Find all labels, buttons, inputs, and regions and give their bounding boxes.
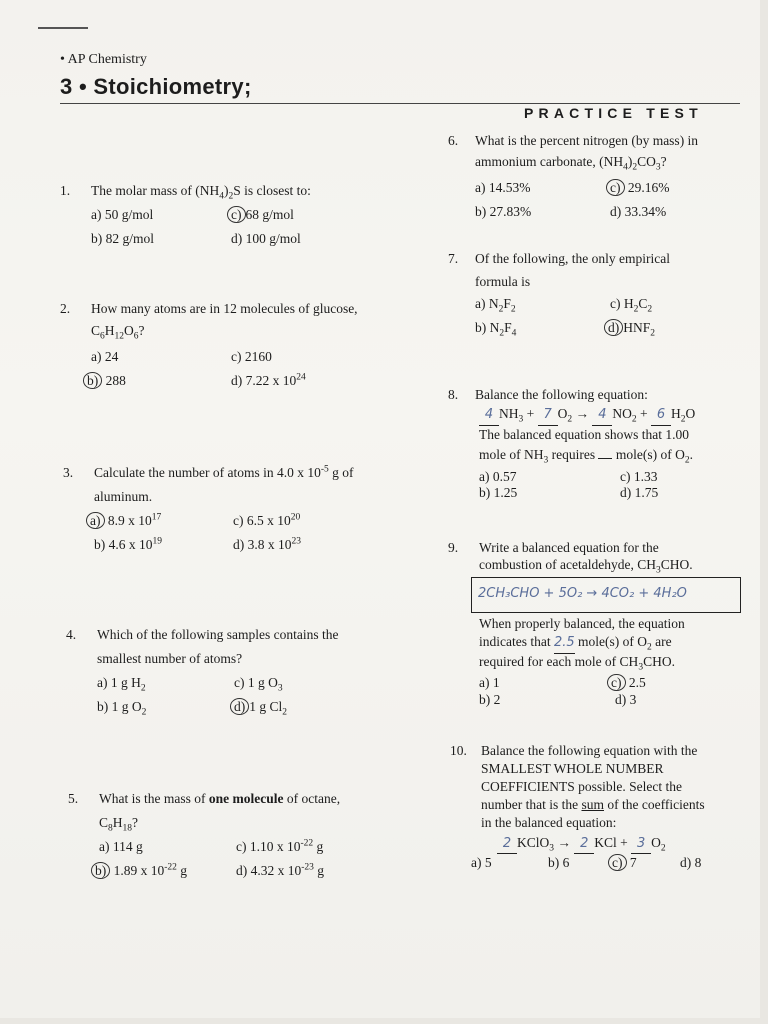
option-b: b) 6 [548,855,570,870]
question-stem: Of the following, the only empirical [475,251,670,266]
circled-answer-mark: d) [604,319,623,336]
question-number: 10. [450,743,467,758]
option-a-circled: a) 8.9 x $10^{17}$ [90,510,161,531]
question-number: 2. [60,301,71,316]
option-a: a) 5 [471,855,492,870]
question-number: 3. [63,465,74,480]
option-c: c) 1 g $O_3$ [234,675,283,694]
question-stem-line-2: combustion of acetaldehyde, $CH_3CHO$. [479,557,693,576]
question-number: 4. [66,627,77,642]
option-a: a) $N_2F_2$ [475,296,516,315]
option-d: d) 3 [615,692,637,707]
option-c-circled: c) 29.16% [610,177,670,198]
option-d: d) 7.22 x $10^{24}$ [231,372,306,388]
option-d-circled: d) 1 g $Cl_2$ [234,696,287,717]
subject-label: • AP Chemistry [60,52,147,67]
question-number: 1. [60,183,71,198]
circled-answer-mark: c) [227,206,246,223]
question-stem: Balance the following equation: [475,387,648,402]
handwritten-combustion-equation: 2CH₃CHO + 5O₂ → 4CO₂ + 4H₂O [478,586,687,601]
top-rule [38,27,88,29]
option-d-circled: d) $HNF_2$ [608,317,655,338]
question-stem: Balance the following equation with the [481,743,698,758]
question-stem: What is the mass of one molecule of octane, [99,791,341,806]
header-rule [60,103,740,104]
circled-answer-mark: a) [86,512,105,529]
question-5 [68,788,428,883]
circled-answer-mark: c) [608,854,627,871]
option-a: a) 1 [479,675,500,690]
option-a: a) 114 g [99,839,143,854]
handwritten-coefficient: 4 [479,404,499,426]
option-c-circled: c) 2.5 [611,672,646,693]
option-a: a) 24 [91,349,119,364]
option-d: d) 1.75 [620,485,659,500]
question-8 [448,384,743,504]
question-stem: Write a balanced equation for the [479,540,659,555]
option-b: b) 27.83% [475,204,532,219]
question-stem: Which of the following samples contains the [97,627,339,642]
question-stem-line-2: aluminum. [94,489,153,504]
question-1 [60,180,400,250]
option-c: c) 2160 [231,349,272,364]
option-d: d) 4.32 x $10^{-23}$ g [236,862,325,878]
question-7 [448,248,738,343]
option-c: c) 6.5 x $10^{20}$ [233,512,301,528]
question-stem-line-2: smallest number of atoms? [97,651,243,666]
question-stem-line-2: ammonium carbonate, $(NH_4)_2CO_3$? [475,154,667,173]
option-a: a) 0.57 [479,469,517,484]
glucose-formula: $C_6H_{12}O_6$? [91,323,145,342]
question-6 [448,130,738,225]
question-stem-line-5: in the balanced equation: [481,815,617,830]
question-stem-line-3: The balanced equation shows that 1.00 [479,427,689,442]
ammonia-equation: 4 $NH_3 + 7$ $O_2 \to 4$ $NO_2 + 6$ $H_2O$ [479,403,695,426]
question-number: 6. [448,133,459,148]
question-stem-line-3: When properly balanced, the equation [479,616,685,631]
option-b: b) 1.25 [479,485,518,500]
question-number: 9. [448,540,459,555]
option-b-circled: b) 288 [87,370,126,391]
option-c-circled: c) 68 g/mol [231,204,294,225]
question-9 [448,537,743,717]
circled-answer-mark: d) [230,698,249,715]
question-stem-line-2: SMALLEST WHOLE NUMBER [481,761,664,776]
option-d: d) 33.34% [610,204,667,219]
option-c: c) 1.33 [620,469,658,484]
option-d: d) 100 g/mol [231,231,301,246]
question-10 [450,742,745,882]
question-stem: How many atoms are in 12 molecules of glucose, [91,301,358,316]
question-stem: Calculate the number of atoms in 4.0 x $10^{-5}$ g of [94,464,354,480]
octane-formula: $C_8H_{18}$? [99,815,139,834]
handwritten-coefficient: 4 [592,404,612,426]
question-stem-line-4: mole of $NH_3$ requires mole(s) of $O_2$. [479,447,693,466]
option-b: b) 4.6 x $10^{19}$ [94,536,162,552]
question-stem-line-2: formula is [475,274,531,289]
question-3 [63,462,423,557]
option-a: a) 1 g $H_2$ [97,675,146,694]
option-b: b) 2 [479,692,501,707]
chapter-title: 3 • Stoichiometry; [60,74,252,99]
question-stem: What is the percent nitrogen (by mass) in [475,133,699,148]
handwritten-coefficient: 2 [574,835,594,854]
option-b: b) $N_2F_4$ [475,320,517,339]
option-c-circled: c) 7 [612,854,637,872]
question-number: 7. [448,251,459,266]
answer-box [471,577,741,613]
question-stem-line-5: required for each mole of $CH_3CHO$. [479,654,675,673]
question-number: 8. [448,387,459,402]
option-b: b) 82 g/mol [91,231,154,246]
option-d: d) 3.8 x $10^{23}$ [233,536,301,552]
option-c: c) $H_2C_2$ [610,296,653,315]
circled-answer-mark: b) [91,862,110,879]
option-d: d) 8 [680,855,702,870]
question-number: 5. [68,791,79,806]
question-2 [60,298,420,390]
question-stem-line-4: indicates that 2.5 mole(s) of $O_2$ are [479,634,672,653]
practice-test-title: PRACTICE TEST [524,105,703,121]
circled-answer-mark: c) [606,179,625,196]
option-b: b) 1 g $O_2$ [97,699,147,718]
option-b-circled: b) 1.89 x $10^{-22}$ g [95,860,187,881]
handwritten-answer: 2.5 [554,632,575,654]
handwritten-coefficient: 6 [651,404,671,426]
handwritten-coefficient: 3 [631,835,651,854]
option-a: a) 14.53% [475,180,531,195]
option-a: a) 50 g/mol [91,207,154,222]
chlorate-equation: 2 KClO$_3$ → 2 KCl + 3 $O_2$ [497,834,666,854]
question-4 [66,624,426,719]
question-stem-line-4: number that is the sum of the coefficients [481,797,705,812]
question-stem-line-3: COEFFICIENTS possible. Select the [481,779,682,794]
handwritten-coefficient: 2 [497,835,517,854]
circled-answer-mark: c) [607,674,626,691]
handwritten-coefficient: 7 [538,404,558,426]
question-stem: The molar mass of $(NH_4)_2S$ is closest to: [91,183,311,202]
option-c: c) 1.10 x $10^{-22}$ g [236,838,324,854]
circled-answer-mark: b) [83,372,102,389]
